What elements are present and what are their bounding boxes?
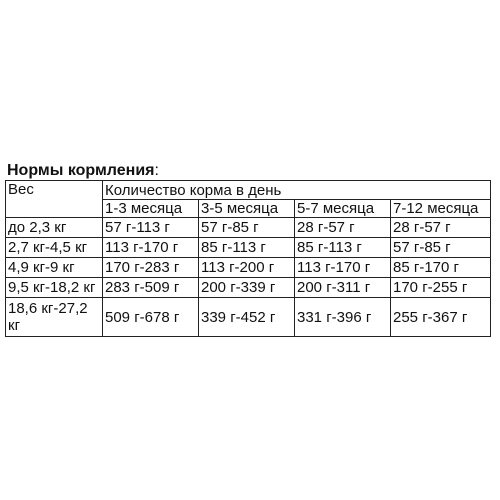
amount-cell: 200 г-311 г [295,278,391,298]
weight-cell: 4,9 кг-9 кг [6,258,103,278]
amount-cell: 57 г-85 г [391,238,491,258]
table-row [6,218,491,238]
amount-cell: 339 г-452 г [199,298,295,337]
weight-cell: до 2,3 кг [6,218,103,238]
amount-cell: 331 г-396 г [295,298,391,337]
table-row [6,258,491,278]
table-row [6,278,491,298]
amount-cell: 57 г-113 г [103,218,199,238]
table-row [6,238,491,258]
amount-cell: 57 г-85 г [199,218,295,238]
heading-title: Нормы кормления [7,162,155,179]
weight-cell: 18,6 кг-27,2 кг [6,298,103,337]
age-header-cell: 5-7 месяца [295,200,391,218]
age-header-cell: 7-12 месяца [391,200,491,218]
age-header-cell: 3-5 месяца [199,200,295,218]
table-row [6,298,491,337]
amount-cell: 283 г-509 г [103,278,199,298]
amount-cell: 255 г-367 г [391,298,491,337]
amount-cell: 28 г-57 г [295,218,391,238]
amount-cell: 85 г-113 г [295,238,391,258]
amount-cell: 113 г-170 г [295,258,391,278]
feeding-table [5,180,491,337]
amount-cell: 170 г-255 г [391,278,491,298]
amount-cell: 200 г-339 г [199,278,295,298]
age-header-cell: 1-3 месяца [103,200,199,218]
amount-cell: 85 г-170 г [391,258,491,278]
weight-header-cell: Вес [6,181,103,218]
amount-cell: 113 г-170 г [103,238,199,258]
heading-colon: : [154,162,159,179]
amount-cell: 28 г-57 г [391,218,491,238]
amount-cell: 170 г-283 г [103,258,199,278]
amount-cell: 509 г-678 г [103,298,199,337]
weight-cell: 9,5 кг-18,2 кг [6,278,103,298]
amount-cell: 85 г-113 г [199,238,295,258]
feeding-norms-heading [7,160,159,182]
amount-cell: 113 г-200 г [199,258,295,278]
table-header-row [6,181,491,200]
weight-cell: 2,7 кг-4,5 кг [6,238,103,258]
amount-header-cell: Количество корма в день [103,181,491,200]
